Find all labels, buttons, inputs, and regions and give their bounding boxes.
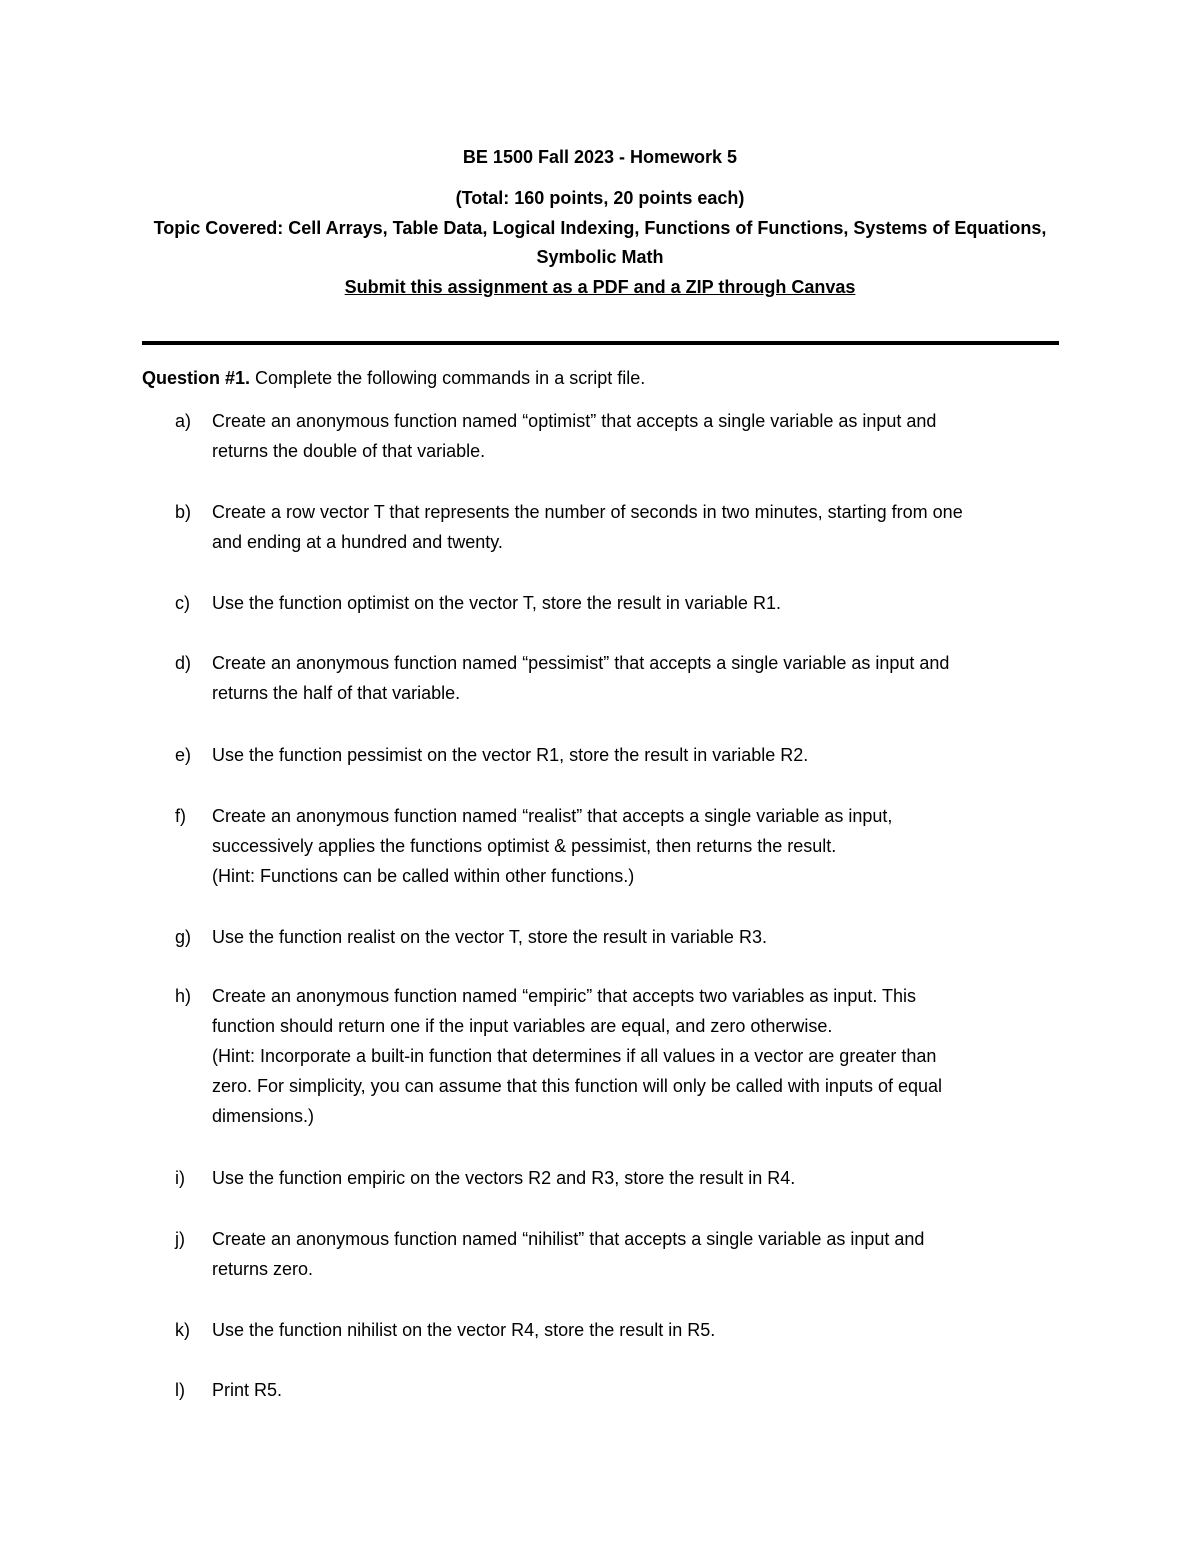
list-item: [142, 1224, 1059, 1284]
list-item: [142, 588, 1059, 618]
item-letter: c): [175, 593, 190, 613]
question-label: Question #1.: [142, 368, 251, 388]
item-text: returns the half of that variable.: [212, 683, 461, 703]
item-hint: (Hint: Incorporate a built-in function that determines if all values in a vector are greater than: [212, 1046, 937, 1066]
item-text: Use the function realist on the vector T, store the result in variable R3.: [212, 927, 767, 947]
item-text: Create an anonymous function named “pessimist” that accepts a single variable as input and: [212, 653, 950, 673]
item-text: Use the function empiric on the vectors R2 and R3, store the result in R4.: [212, 1168, 796, 1188]
list-item: [142, 497, 1059, 557]
item-letter: b): [175, 502, 192, 522]
item-hint: zero. For simplicity, you can assume that this function will only be called with inputs of equal: [212, 1076, 943, 1096]
item-letter: a): [175, 411, 192, 431]
question-1-heading: [142, 364, 645, 392]
item-text: Use the function nihilist on the vector R4, store the result in R5.: [212, 1320, 716, 1340]
document-title: BE 1500 Fall 2023 - Homework 5: [462, 147, 738, 167]
item-text: function should return one if the input variables are equal, and zero otherwise.: [212, 1016, 833, 1036]
list-item: [142, 801, 1059, 891]
item-letter: d): [175, 653, 192, 673]
question-prompt: Complete the following commands in a script file.: [255, 368, 646, 388]
item-text: Create an anonymous function named “realist” that accepts a single variable as input,: [212, 806, 893, 826]
item-text: Print R5.: [212, 1380, 283, 1400]
item-text: Use the function optimist on the vector T, store the result in variable R1.: [212, 593, 781, 613]
topics-covered-continued: Symbolic Math: [536, 247, 664, 267]
item-text: returns zero.: [212, 1259, 314, 1279]
item-letter: l): [175, 1380, 185, 1400]
list-item: [142, 1315, 1059, 1345]
item-hint: (Hint: Functions can be called within other functions.): [212, 866, 635, 886]
topics-covered: Topic Covered: Cell Arrays, Table Data, Logical Indexing, Functions of Functions, Systems of Equations,: [153, 218, 1047, 238]
item-letter: i): [175, 1168, 185, 1188]
item-letter: e): [175, 745, 192, 765]
list-item: [142, 922, 1059, 952]
item-letter: g): [175, 927, 192, 947]
item-hint: dimensions.): [212, 1106, 315, 1126]
list-item: [142, 406, 1059, 466]
section-divider: [142, 341, 1059, 345]
item-text: and ending at a hundred and twenty.: [212, 532, 503, 552]
item-text: successively applies the functions optimist & pessimist, then returns the result.: [212, 836, 837, 856]
submission-instructions: Submit this assignment as a PDF and a ZIP through Canvas: [344, 277, 856, 297]
list-item: [142, 740, 1059, 770]
item-text: Create an anonymous function named “optimist” that accepts a single variable as input and: [212, 411, 937, 431]
item-letter: f): [175, 806, 186, 826]
item-text: Use the function pessimist on the vector R1, store the result in variable R2.: [212, 745, 809, 765]
list-item: [142, 648, 1059, 708]
item-text: Create an anonymous function named “nihilist” that accepts a single variable as input and: [212, 1229, 925, 1249]
points-total: (Total: 160 points, 20 points each): [455, 188, 745, 208]
list-item: [142, 1375, 1059, 1405]
item-letter: j): [175, 1229, 185, 1249]
item-letter: h): [175, 986, 192, 1006]
item-letter: k): [175, 1320, 190, 1340]
list-item: [142, 981, 1059, 1131]
list-item: [142, 1163, 1059, 1193]
item-text: Create a row vector T that represents the number of seconds in two minutes, starting from one: [212, 502, 963, 522]
item-text: Create an anonymous function named “empiric” that accepts two variables as input. This: [212, 986, 917, 1006]
item-text: returns the double of that variable.: [212, 441, 486, 461]
